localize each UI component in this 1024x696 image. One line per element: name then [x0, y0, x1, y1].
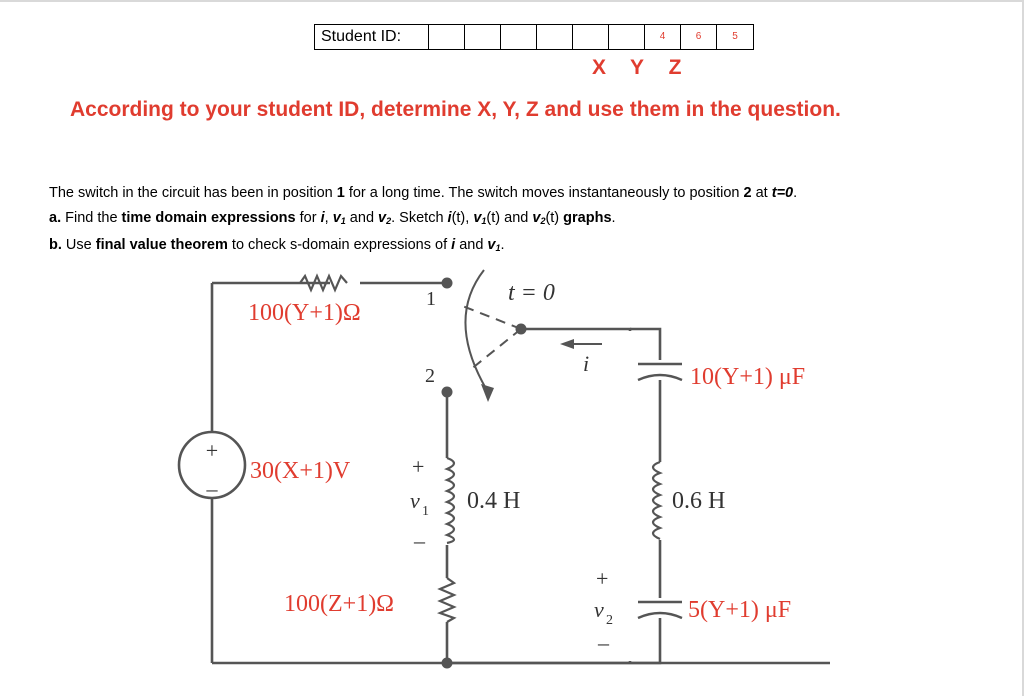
- capacitor-2-label: 5(Y+1) μF: [688, 597, 792, 623]
- problem-part-b: b. Use final value theorem to check s-domain expressions of i and $v_1$.: [49, 237, 505, 253]
- var-x-label: X: [591, 56, 606, 79]
- student-id-label: Student ID:: [315, 25, 429, 49]
- id-digit-cell[interactable]: 5: [732, 31, 738, 42]
- resistor-top-label: 100(Y+1)Ω: [248, 300, 361, 326]
- switch-pos2-label: 2: [425, 365, 435, 387]
- inductor-2-symbol: [653, 462, 660, 539]
- source-plus: +: [205, 438, 219, 463]
- switch-arrow: [481, 384, 494, 402]
- id-digit-cell[interactable]: 4: [645, 25, 681, 49]
- switch-arm: [460, 305, 521, 329]
- instruction-headline: According to your student ID, determine X, Y, Z and use them in the question.: [70, 98, 841, 121]
- node-pos2: [442, 387, 453, 398]
- inductor-1-symbol: [447, 458, 454, 543]
- v1-plus: +: [412, 454, 425, 479]
- inductor-2-label: 0.6 H: [672, 488, 726, 514]
- v1-label: v: [410, 488, 420, 513]
- source-minus: –: [206, 476, 218, 501]
- switch-time-label: t = 0: [508, 280, 555, 306]
- var-y-label: Y: [629, 56, 644, 79]
- node-pos1: [442, 278, 453, 289]
- capacitor-1-plate-b: [638, 375, 682, 380]
- v2-sub: 2: [606, 613, 613, 628]
- v1-sub: 1: [422, 504, 429, 519]
- problem-line-1: The switch in the circuit has been in position 1 for a long time. The switch moves instantaneously to position 2 at t=0.: [49, 185, 798, 201]
- switch-arc: [465, 270, 488, 392]
- var-z-label: Z: [668, 56, 682, 79]
- switch-pos1-label: 1: [426, 288, 436, 310]
- switch-arm-2: [470, 329, 521, 370]
- v2-minus: –: [598, 630, 609, 655]
- id-digit-cell[interactable]: 6: [681, 25, 717, 49]
- resistor-bottom-symbol: [440, 578, 454, 622]
- v2-plus: +: [596, 566, 609, 591]
- wire-right-top: [630, 329, 660, 360]
- v2-label: v: [594, 597, 604, 622]
- capacitor-1-label: 10(Y+1) μF: [690, 364, 806, 390]
- source-label: 30(X+1)V: [250, 458, 351, 484]
- capacitor-2-plate-b: [638, 613, 682, 618]
- problem-part-a: a. Find the time domain expressions for i, $v_1$ and $v_2$. Sketch i(t), $v_1(t)$ and $v_2(t)$ graphs.: [49, 209, 616, 226]
- resistor-bottom-label: 100(Z+1)Ω: [284, 591, 395, 617]
- inductor-1-label: 0.4 H: [467, 488, 521, 514]
- current-arrow-head: [560, 339, 574, 349]
- v1-minus: –: [414, 528, 425, 553]
- current-label: i: [583, 351, 590, 376]
- wire-switch-right: [521, 329, 630, 363]
